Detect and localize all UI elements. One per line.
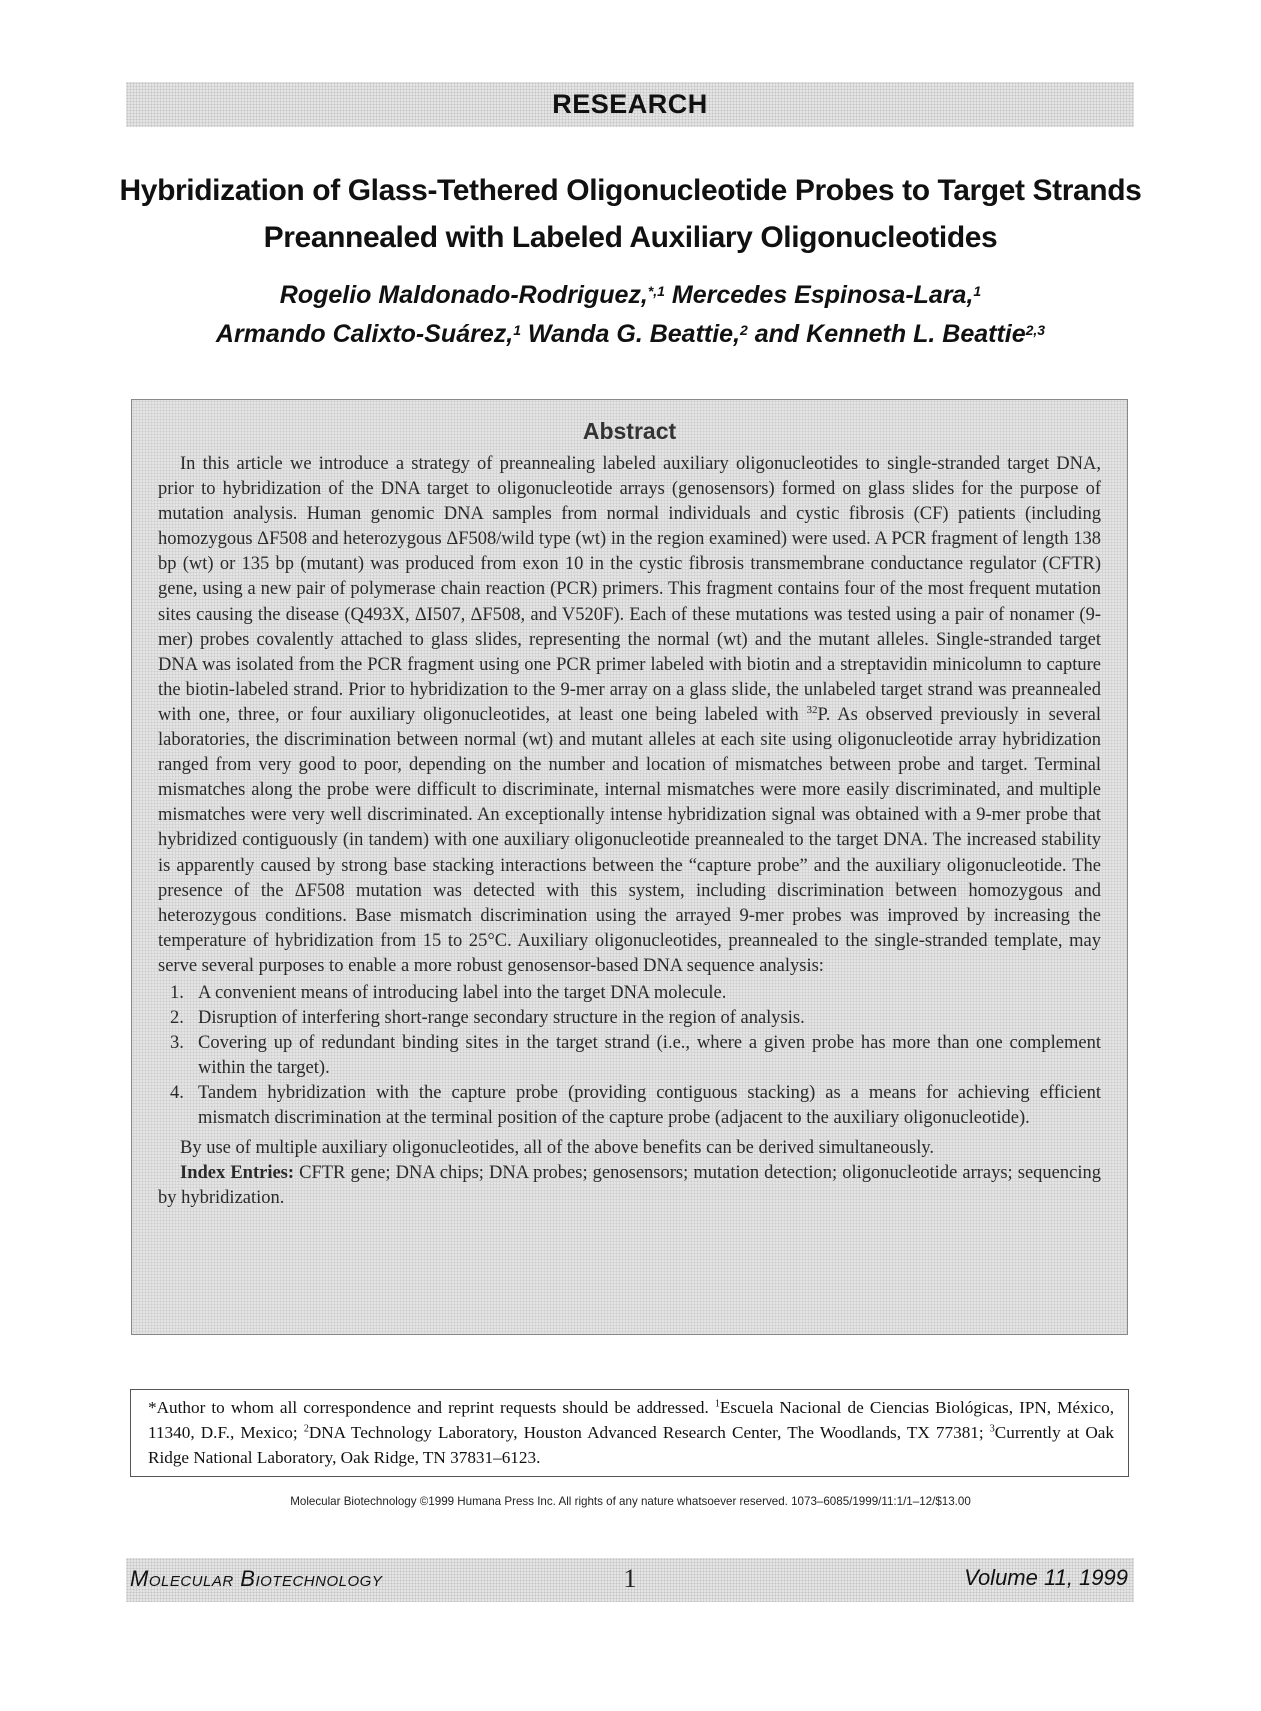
section-label: RESEARCH bbox=[552, 89, 708, 119]
volume-info: Volume 11, 1999 bbox=[964, 1565, 1128, 1590]
list-number: 3. bbox=[170, 1033, 184, 1054]
abstract-text: P. As observed previously in several laboratories, the discrimination between normal (wt) and mutant alleles at each site using oligonucleotide array hybridization ranged from very good to poor, depending on the number and location of mismatches between probe and target. Terminal mismatches along the probe were difficult to discriminate, internal mismatches were more easily discriminated, and multiple mismatches were very well discriminated. An exceptionally intense hybridization signal was obtained with a 9-mer probe that hybridized contiguously (in tandem) with one auxiliary oligonucleotide preannealed to the target DNA. The increased stability is apparently caused by strong base stacking interactions between the “capture probe” and the auxiliary oligonucleotide. The presence of the ΔF508 mutation was detected with this system, including discrimination between homozygous and heterozygous conditions. Base mismatch discrimination using the arrayed 9-mer probes was improved by increasing the temperature of hybridization from 15 to 25°C. Auxiliary oligonucleotides, preannealed to the single-stranded template, may serve several purposes to enable a more robust genosensor-based DNA sequence analysis: bbox=[158, 704, 1101, 976]
author-name: Armando Calixto-Suárez, bbox=[215, 320, 514, 348]
copyright-line: Molecular Biotechnology ©1999 Humana Press Inc. All rights of any nature whatsoever reserved. 1073–6085/1999/11:1/1–12/$13.00 bbox=[290, 1495, 971, 1508]
abstract-purpose-list bbox=[158, 981, 1101, 1132]
index-entries-label: Index Entries: bbox=[180, 1162, 295, 1183]
section-header-band bbox=[126, 82, 1134, 127]
abstract-body bbox=[158, 452, 1101, 979]
list-text: Covering up of redundant binding sites in the target strand (i.e., where a given probe has more than one complement within the target). bbox=[198, 1033, 1101, 1079]
list-item bbox=[158, 1006, 1101, 1031]
author-line-2 bbox=[80, 315, 1181, 354]
affiliation-mark: 1 bbox=[513, 322, 521, 338]
list-text: A convenient means of introducing label into the target DNA molecule. bbox=[198, 982, 727, 1003]
index-entries-text: CFTR gene; DNA chips; DNA probes; genosensors; mutation detection; oligonucleotide arrays; sequencing by hybridization. bbox=[158, 1162, 1101, 1208]
list-item bbox=[158, 1081, 1101, 1131]
page-footer-band bbox=[126, 1558, 1134, 1602]
footnote-text: DNA Technology Laboratory, Houston Advanced Research Center, The Woodlands, TX 77381; bbox=[308, 1423, 990, 1442]
list-number: 1. bbox=[170, 982, 184, 1003]
journal-name: Molecular Biotechnology bbox=[130, 1566, 383, 1591]
page-number: 1 bbox=[623, 1564, 637, 1593]
isotope-superscript: 32 bbox=[806, 703, 818, 716]
author-name: Wanda G. Beattie, bbox=[520, 320, 741, 348]
list-item bbox=[158, 981, 1101, 1006]
title-line-2: Preannealed with Labeled Auxiliary Oligonucleotides bbox=[263, 221, 998, 254]
author-name: and Kenneth L. Beattie bbox=[747, 320, 1026, 348]
index-entries bbox=[158, 1161, 1101, 1211]
title-line-1: Hybridization of Glass-Tethered Oligonucleotide Probes to Target Strands bbox=[119, 174, 1142, 207]
abstract-box bbox=[131, 399, 1128, 1335]
affiliation-mark: 2,3 bbox=[1025, 322, 1046, 338]
author-name: Rogelio Maldonado-Rodriguez, bbox=[279, 281, 648, 309]
affiliation-mark: 3 bbox=[989, 1423, 995, 1435]
abstract-summary: By use of multiple auxiliary oligonucleotides, all of the above benefits can be derived simultaneously. bbox=[180, 1137, 935, 1158]
correspondence-footnote bbox=[130, 1389, 1129, 1477]
affiliation-mark: 2 bbox=[303, 1423, 309, 1435]
affiliation-mark: 1 bbox=[973, 283, 982, 299]
author-name: Mercedes Espinosa-Lara, bbox=[664, 281, 974, 309]
list-text: Disruption of interfering short-range secondary structure in the region of analysis. bbox=[198, 1008, 805, 1029]
author-line-1 bbox=[80, 276, 1181, 315]
list-text: Tandem hybridization with the capture probe (providing contiguous stacking) as a means for achieving efficient mismatch discrimination at the terminal position of the capture probe (adjacent to the auxiliary oligonucleotide). bbox=[198, 1083, 1101, 1129]
article-title bbox=[80, 167, 1181, 261]
footnote-text: Escuela Nacional de Ciencias Biológicas, IPN, México, 11340, D.F., Mexico; bbox=[148, 1398, 1114, 1442]
affiliation-mark: 2 bbox=[740, 322, 748, 338]
footnote-text: Currently at Oak Ridge National Laboratory, Oak Ridge, TN 37831–6123. bbox=[148, 1423, 1114, 1467]
abstract-heading: Abstract bbox=[582, 418, 677, 444]
list-item bbox=[158, 1031, 1101, 1081]
abstract-text: In this article we introduce a strategy of preannealing labeled auxiliary oligonucleotides to single-stranded target DNA, prior to hybridization of the DNA target to oligonucleotide arrays (genosensors) formed on glass slides for the purpose of mutation analysis. Human genomic DNA samples from normal individuals and cystic fibrosis (CF) patients (including homozygous ΔF508 and heterozygous ΔF508/wild type (wt) in the region examined) were used. A PCR fragment of length 138 bp (wt) or 135 bp (mutant) was produced from exon 10 in the cystic fibrosis transmembrane conductance regulator (CFTR) gene, using a new pair of polymerase chain reaction (PCR) primers. This fragment contains four of the most frequent mutation sites causing the disease (Q493X, ΔI507, ΔF508, and V520F). Each of these mutations was tested using a pair of nonamer (9-mer) probes covalently attached to glass slides, representing the normal (wt) and the mutant alleles. Single-stranded target DNA was isolated from the PCR fragment using one PCR primer labeled with biotin and a streptavidin minicolumn to capture the biotin-labeled strand. Prior to hybridization to the 9-mer array on a glass slide, the unlabeled target strand was preannealed with one, three, or four auxiliary oligonucleotides, at least one being labeled with bbox=[158, 454, 1101, 725]
affiliation-mark: *,1 bbox=[647, 283, 665, 299]
footnote-text: *Author to whom all correspondence and reprint requests should be addressed. bbox=[148, 1398, 715, 1417]
affiliation-mark: 1 bbox=[714, 1398, 720, 1410]
list-number: 2. bbox=[170, 1008, 184, 1029]
list-number: 4. bbox=[170, 1083, 184, 1104]
author-list bbox=[80, 276, 1181, 354]
